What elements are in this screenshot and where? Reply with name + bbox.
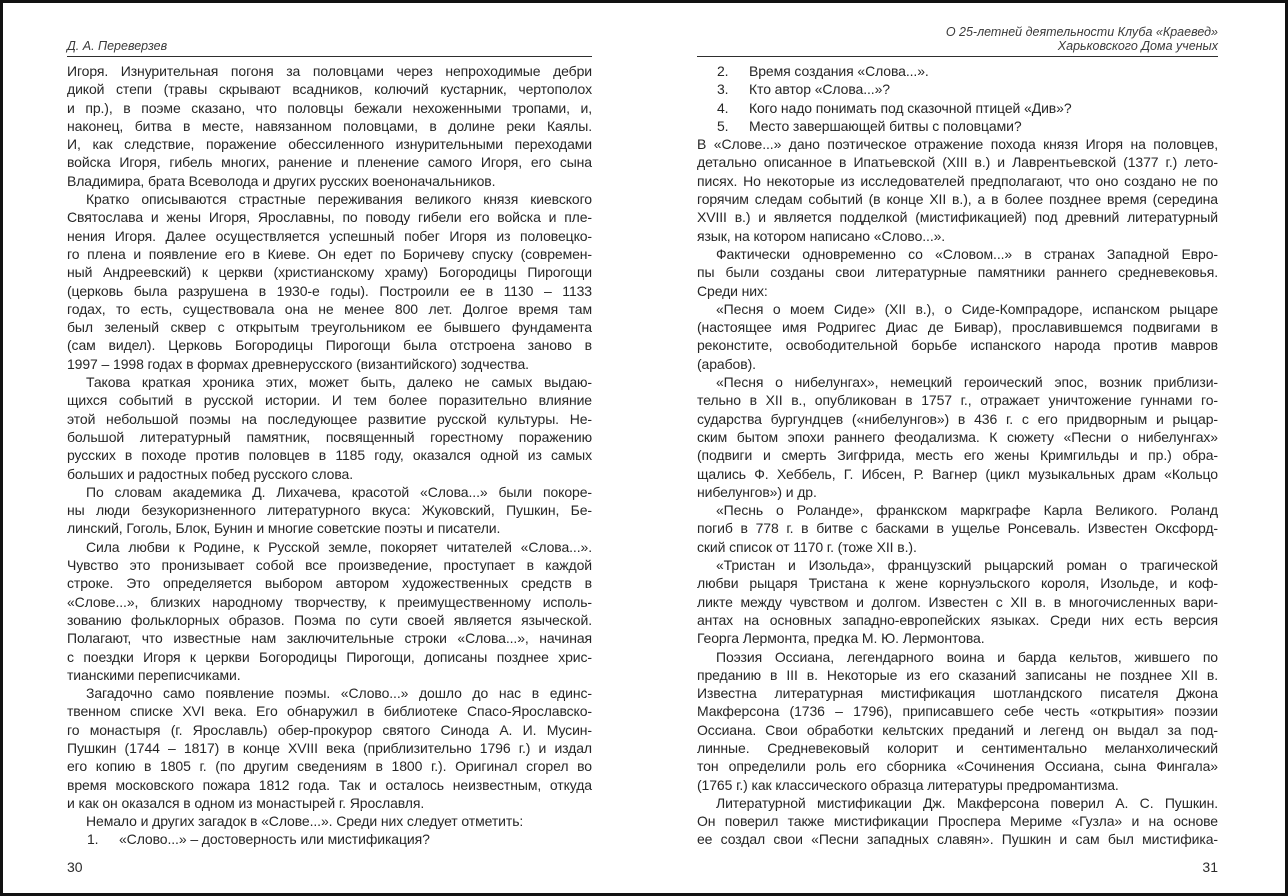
paragraph — [67, 684, 592, 812]
paragraph — [697, 373, 1218, 501]
list-item-line — [697, 80, 1218, 98]
text-line: Кратко описываются страстные переживания великого князя киевского — [86, 191, 592, 208]
text-line: пы были созданы свои литературные памятники раннего средневековья. — [697, 264, 1218, 281]
list-item-line — [697, 117, 1218, 135]
text-line: реконстите, освободительной борьбе испанского народа против мавров — [697, 337, 1218, 354]
list-item-text: Место завершающей битвы с половцами? — [749, 117, 1022, 134]
text-line: ны люди безукоризненного литературного вкуса: Жуковский, Пушкин, Бе- — [67, 502, 592, 519]
text-line: Игоря. Изнурительная погоня за половцами через непроходимые дебри — [67, 63, 592, 79]
text-line: щихся событий в русской истории. И тем более поразительно влияние — [67, 392, 592, 409]
text-line: нения Игоря. Далее осуществляется успешный побег Игоря из половецко- — [67, 227, 592, 244]
text-line: Георга Лермонта, предка М. Ю. Лермонтова. — [697, 630, 985, 647]
paragraph — [697, 245, 1218, 300]
list-item — [67, 830, 592, 848]
text-line: ликте между чувством и долгом. Известен с XII в. в многочисленных вари- — [697, 593, 1218, 610]
text-line: «Песня о моем Сиде» (XII в.), о Сиде-Компрадоре, испанском рыцаре — [716, 300, 1218, 317]
page-31-body — [697, 62, 1218, 849]
paragraph — [67, 373, 592, 483]
running-header-title — [946, 26, 1218, 53]
list-item-text: Время создания «Слова...». — [749, 63, 929, 79]
text-line: с поездки Игоря к церкви Богородицы Пирогощи, дописаны позднее хрис- — [67, 648, 592, 665]
running-header-title-line2: Харьковского Дома ученых — [1057, 38, 1218, 53]
text-line: Такова краткая хроника этих, может быть, далеко не самых выдаю- — [86, 374, 592, 391]
text-line: «Песнь о Роланде», франкском маркграфе Карла Великого. Роланд — [716, 502, 1218, 519]
text-line: зованию фольклорных образов. Поэма по сути своей является языческой. — [67, 611, 592, 628]
paragraph — [697, 794, 1218, 849]
text-line: этой небольшой поэмы на последующее развитие русской культуры. Не- — [67, 410, 592, 427]
text-line: горячим следам событий (в конце XII в.), а в более позднее время (середина — [697, 191, 1218, 208]
paragraph — [67, 538, 592, 684]
text-line: (церковь была разрушена в 1930-е годы). Построили ее в 1130 – 1133 — [67, 282, 592, 299]
text-line: линский, Гоголь, Блок, Бунин и многие советские поэты и писатели. — [67, 520, 501, 537]
text-line: язык, на котором написано «Слово...». — [697, 227, 946, 244]
list-item — [697, 80, 1218, 98]
running-header-right — [697, 25, 1218, 57]
text-line: Оссиана. Свои обработки кельтских преданий и легенд он выдал за под- — [697, 721, 1218, 738]
text-line: ный Андреевский) к церкви (христианскому храму) Богородицы Пирогощи — [67, 264, 592, 281]
text-line: «Песня о нибелунгах», немецкий героический эпос, возник приблизи- — [716, 374, 1218, 391]
paragraph — [697, 648, 1218, 794]
text-line: (подвиги и смерть Зигфрида, месть его жены Кримгильды и пр.) обра- — [697, 447, 1218, 464]
text-line: русских в походе против половцев в 1185 году, оказался одной из самых — [67, 447, 592, 464]
list-item-text: Кого надо понимать под сказочной птицей «Див»? — [749, 99, 1072, 116]
text-line: го монастыря (г. Ярославль) обер-прокурор святого Синода А. И. Мусин- — [67, 721, 592, 738]
text-line: Фактически одновременно со «Словом...» в странах Западной Евро- — [716, 245, 1218, 262]
paragraph — [697, 501, 1218, 556]
text-line: и пр.), в поэме сказано, что половцы бежали нехоженными тропами, и, — [67, 99, 592, 116]
text-line: войска Игоря, гибель многих, ранение и пленение самого Игоря, его сына — [67, 154, 592, 171]
page-number-right: 31 — [1202, 858, 1218, 875]
text-line: ский список от 1170 г. (тоже XII в.). — [697, 538, 917, 555]
text-line: тельно в XII в., опубликован в 1757 г., отражает уничтожение гуннами го- — [697, 392, 1218, 409]
text-line: (сам видел). Церковь Богородицы Пирогощи была отстроена заново в — [67, 337, 592, 354]
text-line: нибелунгов») и др. — [697, 483, 817, 500]
list-item — [697, 62, 1218, 80]
paragraph — [697, 135, 1218, 245]
list-item-number: 3. — [717, 81, 729, 98]
text-line: большой литературный памятник, посвященный горестному поражению — [67, 428, 592, 445]
text-line: 1997 – 1998 годах в формах древнерусского (византийского) зодчества. — [67, 355, 529, 372]
page-30-body — [67, 62, 592, 849]
text-line: XVIII в.) и является подделкой (мистификацией) под древний литературный — [697, 209, 1218, 226]
list-item-number: 4. — [717, 99, 729, 116]
paragraph — [697, 300, 1218, 373]
text-line: щались Ф. Хеббель, Г. Ибсен, Р. Вагнер (цикл музыкальных драм «Кольцо — [697, 465, 1218, 482]
text-line: (1765 г.) как классического образца литературы предромантизма. — [697, 776, 1119, 793]
text-line: тианскими переписчиками. — [67, 666, 241, 683]
text-line: ее создал свои «Песни западных славян». Пушкин и сам был мистифика- — [697, 831, 1218, 848]
text-line: Чувство это пронизывает собой все произведение, проступает в каждой — [67, 557, 592, 574]
text-line: сударства бургундцев («нибелунгов») в 436 г. с его придворным и рыцар- — [697, 410, 1218, 427]
text-line: По словам академика Д. Лихачева, красотой «Слова...» были покоре- — [86, 483, 592, 500]
text-line: ским бытом эпохи раннего феодализма. К сюжету «Песни о нибелунгах» — [697, 428, 1218, 445]
text-line: наконец, битва в месте, навязанном половцами, в долине реки Каялы. — [67, 117, 592, 134]
running-header-left — [67, 32, 592, 57]
list-item-number: 2. — [717, 63, 729, 79]
paragraph — [67, 62, 592, 190]
text-line: Полагают, что известные нам заключительные строки «Слова...», начиная — [67, 630, 592, 647]
text-line: время московского пожара 1812 года. Так и осталось неизвестным, откуда — [67, 776, 592, 793]
text-line: писях. Но некоторые из исследователей предполагают, что оно создано не по — [697, 172, 1218, 189]
text-line: и как он оказался в одном из монастырей г. Ярославля. — [67, 794, 425, 811]
text-line: Литературной мистификации Дж. Макферсона поверил А. С. Пушкин. — [716, 794, 1218, 811]
text-line: го плена и появление его в Киеве. Он едет по Боричеву спуску (современ- — [67, 245, 592, 262]
text-line: (арабов). — [697, 355, 756, 372]
page-30 — [67, 32, 592, 875]
text-line: Известна литературная мистификация шотландского писателя Джона — [697, 685, 1218, 702]
list-item-line — [697, 99, 1218, 117]
text-line: антах на основных западно-европейских языках. Среди них есть версия — [697, 611, 1218, 628]
text-line: преданию в III в. Некоторые из его сказаний записаны не позднее XII в. — [697, 666, 1218, 683]
text-line: твенном списке XVI века. Его обнаружил в библиотеке Спасо-Ярославско- — [67, 703, 592, 720]
text-line: детально описанное в Ипатьевской (XIII в.) и Лаврентьевской (1377 г.) лето- — [697, 154, 1218, 171]
text-line: дикой степи (травы скрывают всадников, колючий кустарник, чертополох — [67, 81, 592, 98]
text-line: Пушкин (1744 – 1817) в конце XVIII века (приблизительно 1796 г.) и издал — [67, 739, 592, 756]
text-line: Макферсона (1736 – 1796), приписавшего себе честь «открытия» поэзии — [697, 703, 1218, 720]
list-item — [697, 99, 1218, 117]
text-line: Святослава и жены Игоря, Ярославны, по поводу гибели его войска и пле- — [67, 209, 592, 226]
text-line: больших и радостных побед русского слова. — [67, 465, 353, 482]
page-number-left: 30 — [67, 858, 83, 875]
text-line: Среди них: — [697, 282, 768, 299]
text-line: Он поверил также мистификации Проспера Мериме «Гузла» и на основе — [697, 813, 1218, 830]
list-item-line — [697, 62, 1218, 80]
running-header-title-line1: О 25-летней деятельности Клуба «Краевед» — [945, 25, 1218, 39]
paragraph — [697, 556, 1218, 647]
text-line: годах, то есть, существовала она не менее 800 лет. Долгое время там — [67, 300, 592, 317]
text-line: был зеленый сквер с открытым треугольником ее бывшего фундамента — [67, 319, 592, 336]
text-line: Немало и других загадок в «Слове...». Среди них следует отметить: — [86, 813, 524, 830]
text-line: его копию в 1805 г. (по другим сведениям в 1800 г.). Оригинал сгорел во — [67, 758, 592, 775]
page-31 — [697, 25, 1218, 875]
running-header-author: Д. А. Переверзев — [67, 38, 168, 53]
text-line: «Слове...», близких народному творчеству, к преимущественному исполь- — [67, 593, 592, 610]
text-line: Сила любви к Родине, к Русской земле, покоряет читателей «Слова...». — [86, 538, 592, 555]
text-line: любви рыцаря Тристана к жене корнуэльского короля, Изольде, и коф- — [697, 575, 1218, 592]
text-line: тон определили роль его сборника «Сочинения Оссиана, сына Фингала» — [697, 758, 1218, 775]
list-item-line — [67, 830, 592, 848]
list-item — [697, 117, 1218, 135]
text-line: Владимира, брата Всеволода и других русских военоначальников. — [67, 172, 496, 189]
text-line: И, как следствие, поражение обессиленного изнурительными переходами — [67, 136, 592, 153]
paragraph — [67, 190, 592, 373]
text-line: В «Слове...» дано поэтическое отражение похода князя Игоря на половцев, — [697, 136, 1218, 153]
text-line: линные. Средневековый колорит и сентиментально меланхолический — [697, 739, 1218, 756]
text-line: погиб в 778 г. в битве с басками в ущелье Ронсеваль. Известен Оксфорд- — [697, 520, 1218, 537]
text-line: Загадочно само появление поэмы. «Слово...» дошло до нас в единс- — [86, 685, 592, 702]
paragraph — [67, 812, 592, 830]
text-line: (настоящее имя Родригес Диас де Бивар), прославившемся подвигами в — [697, 319, 1218, 336]
list-item-number: 1. — [87, 831, 99, 848]
text-line: строке. Это определяется выбором автором художественных средств в — [67, 575, 592, 592]
list-item-text: «Слово...» – достоверность или мистификация? — [119, 831, 430, 848]
text-line: «Тристан и Изольда», французский рыцарский роман о трагической — [716, 557, 1218, 574]
text-line: Поэзия Оссиана, легендарного воина и барда кельтов, жившего по — [716, 648, 1218, 665]
list-item-text: Кто автор «Слова...»? — [749, 81, 890, 98]
paragraph — [67, 483, 592, 538]
list-item-number: 5. — [717, 117, 729, 134]
